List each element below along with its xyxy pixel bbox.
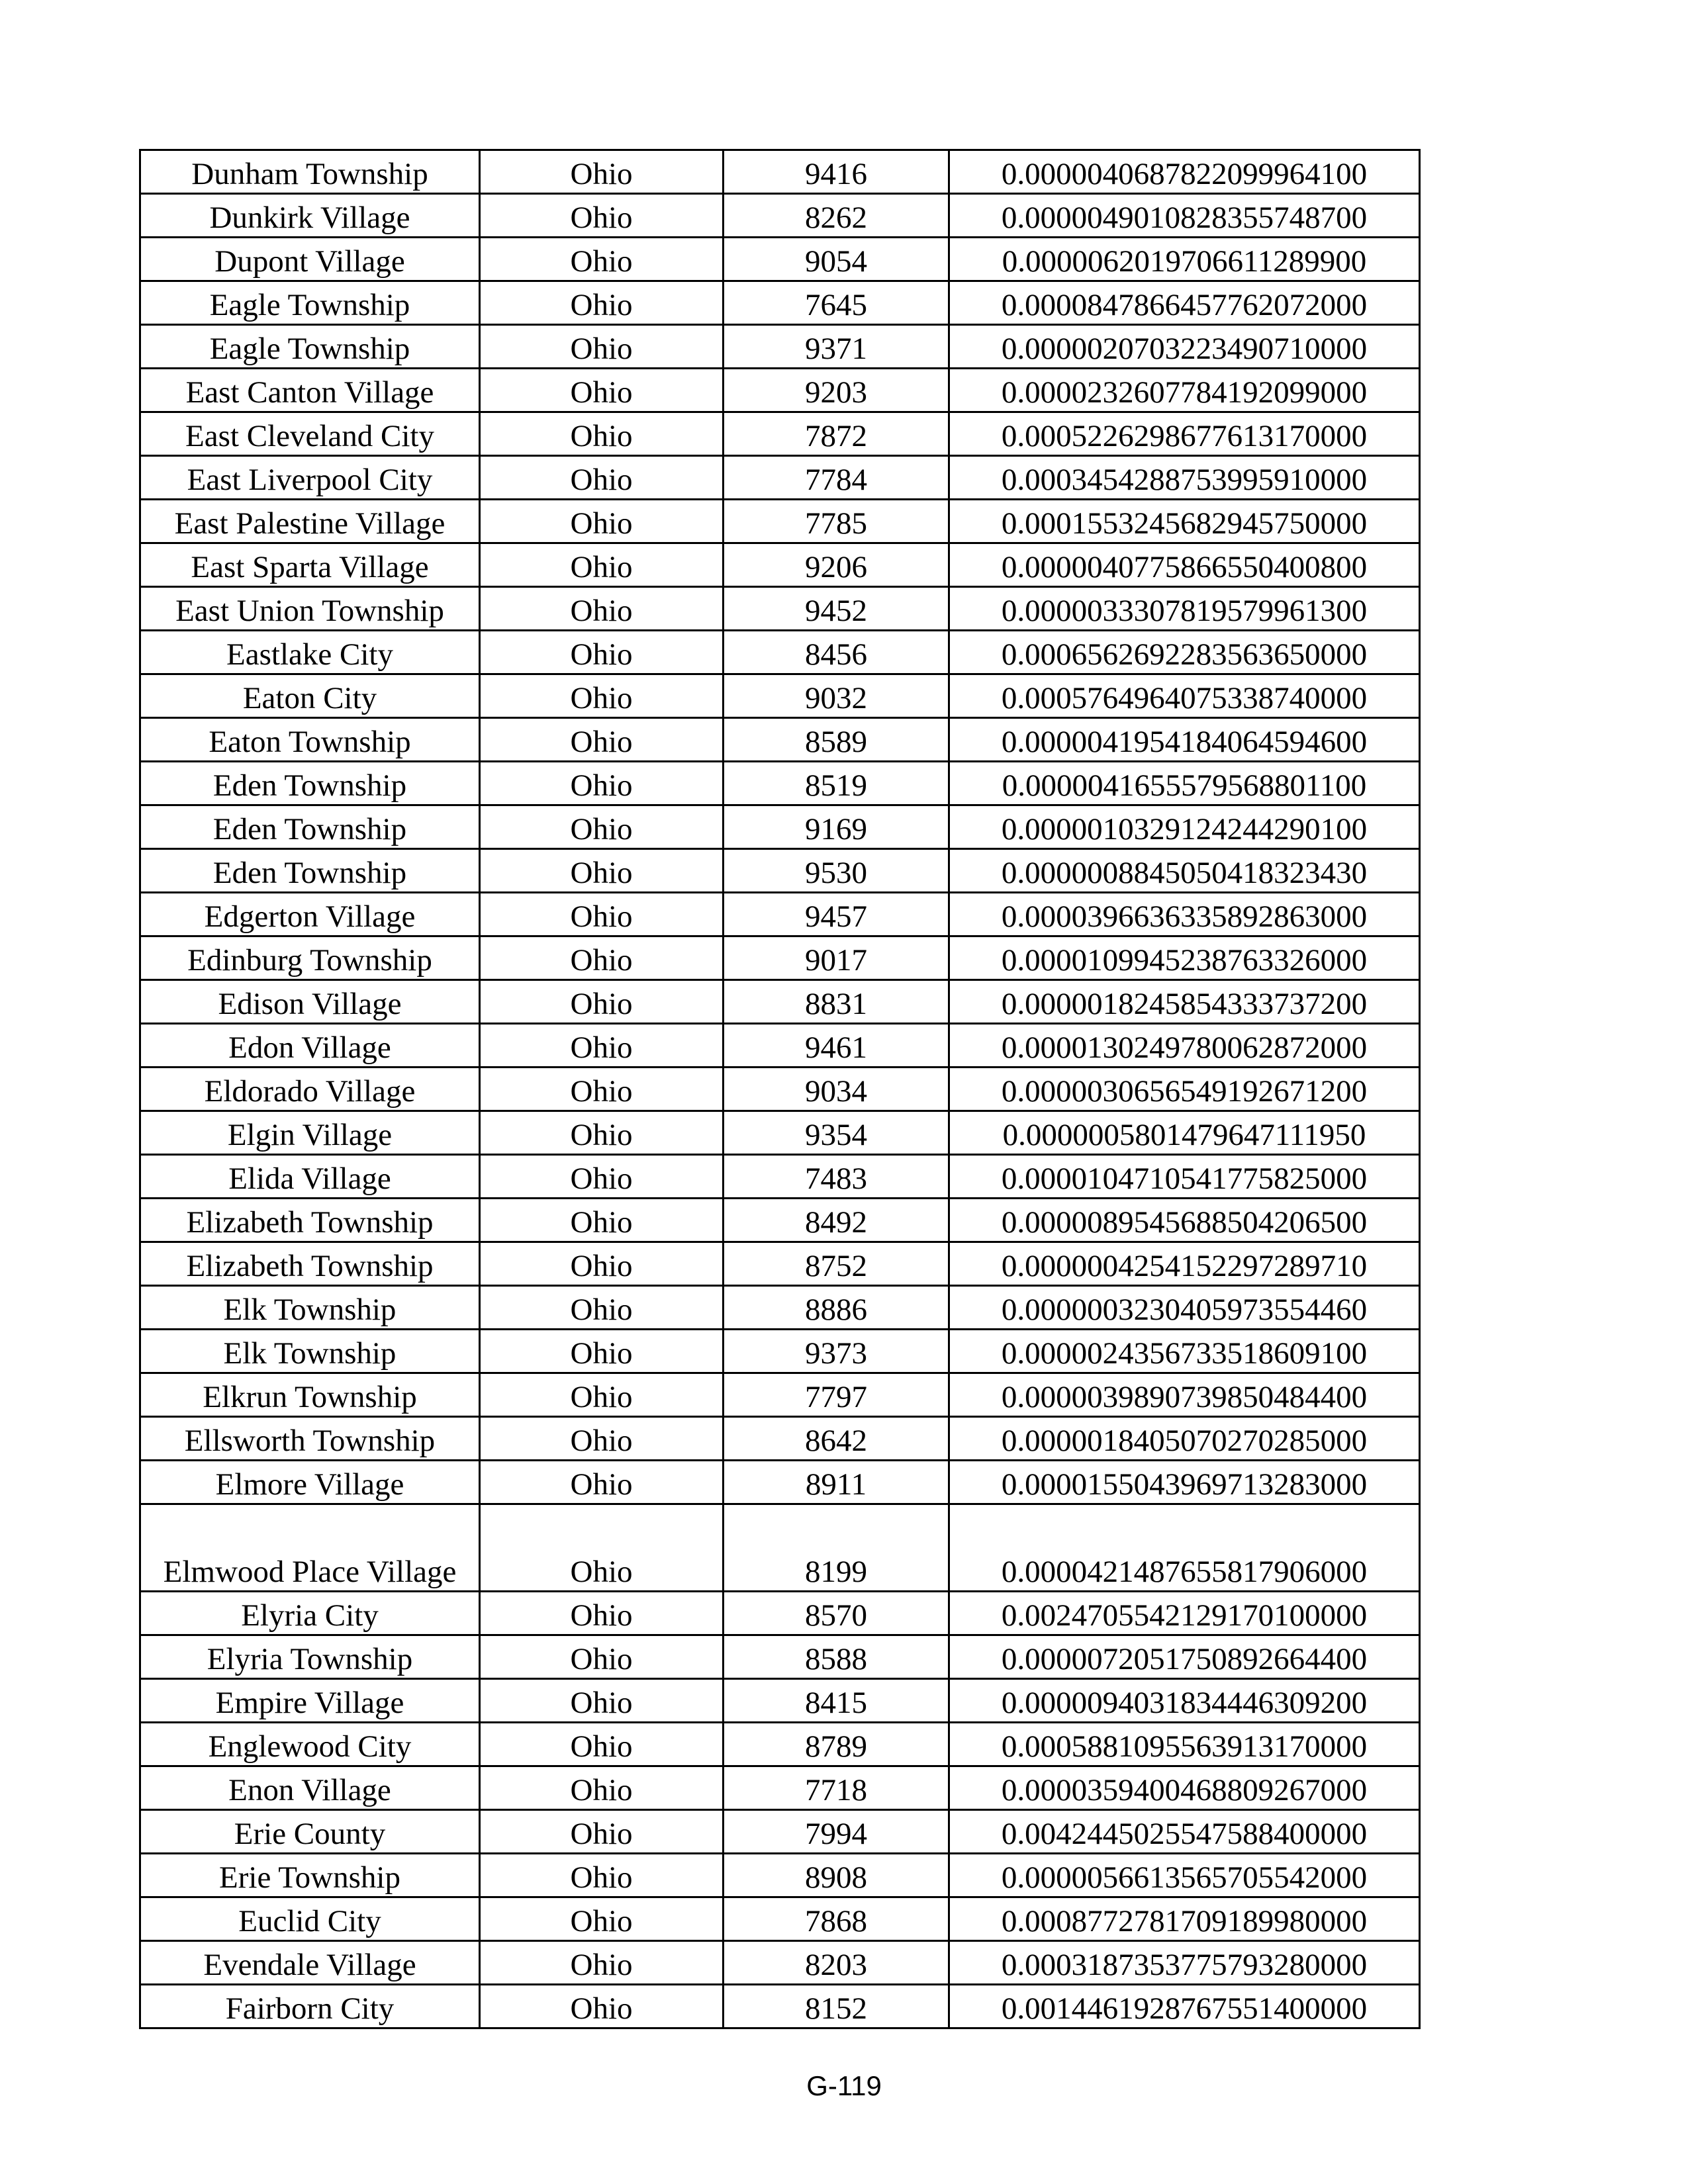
table-row	[140, 893, 1420, 936]
value-cell: 0.0000130249780062872000	[949, 1024, 1420, 1068]
state-cell: Ohio	[480, 1810, 724, 1854]
value-cell: 0.0005764964075338740000	[949, 674, 1420, 718]
id-cell: 8589	[724, 718, 949, 762]
allocation-table	[139, 149, 1421, 2029]
table-row	[140, 1461, 1420, 1504]
state-cell: Ohio	[480, 805, 724, 849]
table-row	[140, 1635, 1420, 1679]
municipality-cell: Eden Township	[140, 805, 480, 849]
municipality-cell: Elmwood Place Village	[140, 1504, 480, 1592]
municipality-cell: Edgerton Village	[140, 893, 480, 936]
municipality-cell: Elizabeth Township	[140, 1242, 480, 1286]
table-row	[140, 1854, 1420, 1897]
value-cell: 0.0000018405070270285000	[949, 1417, 1420, 1461]
table-row	[140, 718, 1420, 762]
value-cell: 0.0000396636335892863000	[949, 893, 1420, 936]
id-cell: 8519	[724, 762, 949, 805]
table-row	[140, 762, 1420, 805]
state-cell: Ohio	[480, 1155, 724, 1199]
table-row	[140, 936, 1420, 980]
value-cell: 0.0000030656549192671200	[949, 1068, 1420, 1111]
state-cell: Ohio	[480, 1941, 724, 1985]
value-cell: 0.0000104710541775825000	[949, 1155, 1420, 1199]
municipality-cell: East Palestine Village	[140, 500, 480, 543]
state-cell: Ohio	[480, 1330, 724, 1373]
state-cell: Ohio	[480, 1199, 724, 1242]
state-cell: Ohio	[480, 1504, 724, 1592]
municipality-cell: Elyria City	[140, 1592, 480, 1635]
value-cell: 0.0000359400468809267000	[949, 1766, 1420, 1810]
state-cell: Ohio	[480, 1766, 724, 1810]
id-cell: 7483	[724, 1155, 949, 1199]
municipality-cell: Dupont Village	[140, 238, 480, 281]
table-row	[140, 587, 1420, 631]
value-cell: 0.0000005801479647111950	[949, 1111, 1420, 1155]
municipality-cell: Elkrun Township	[140, 1373, 480, 1417]
municipality-cell: Dunkirk Village	[140, 194, 480, 238]
municipality-cell: Elmore Village	[140, 1461, 480, 1504]
state-cell: Ohio	[480, 587, 724, 631]
id-cell: 8908	[724, 1854, 949, 1897]
value-cell: 0.0014461928767551400000	[949, 1985, 1420, 2028]
value-cell: 0.0000039890739850484400	[949, 1373, 1420, 1417]
municipality-cell: Erie Township	[140, 1854, 480, 1897]
municipality-cell: Edison Village	[140, 980, 480, 1024]
municipality-cell: Elk Township	[140, 1330, 480, 1373]
id-cell: 8752	[724, 1242, 949, 1286]
table-row	[140, 1155, 1420, 1199]
id-cell: 7994	[724, 1810, 949, 1854]
value-cell: 0.0000040775866550400800	[949, 543, 1420, 587]
state-cell: Ohio	[480, 1373, 724, 1417]
table-row	[140, 1417, 1420, 1461]
value-cell: 0.0000018245854333737200	[949, 980, 1420, 1024]
municipality-cell: East Sparta Village	[140, 543, 480, 587]
id-cell: 7872	[724, 412, 949, 456]
municipality-cell: Eagle Township	[140, 325, 480, 369]
table-row	[140, 1504, 1420, 1592]
table-row	[140, 1766, 1420, 1810]
id-cell: 9017	[724, 936, 949, 980]
state-cell: Ohio	[480, 718, 724, 762]
id-cell: 8588	[724, 1635, 949, 1679]
value-cell: 0.0000033307819579961300	[949, 587, 1420, 631]
table-row	[140, 1286, 1420, 1330]
municipality-cell: Edon Village	[140, 1024, 480, 1068]
id-cell: 9530	[724, 849, 949, 893]
state-cell: Ohio	[480, 150, 724, 194]
table-row	[140, 849, 1420, 893]
id-cell: 8789	[724, 1723, 949, 1766]
value-cell: 0.0000024356733518609100	[949, 1330, 1420, 1373]
value-cell: 0.0000049010828355748700	[949, 194, 1420, 238]
state-cell: Ohio	[480, 1111, 724, 1155]
id-cell: 8262	[724, 194, 949, 238]
state-cell: Ohio	[480, 849, 724, 893]
table-row	[140, 631, 1420, 674]
id-cell: 9032	[724, 674, 949, 718]
id-cell: 8492	[724, 1199, 949, 1242]
municipality-cell: Erie County	[140, 1810, 480, 1854]
id-cell: 9169	[724, 805, 949, 849]
municipality-cell: Ellsworth Township	[140, 1417, 480, 1461]
id-cell: 8831	[724, 980, 949, 1024]
state-cell: Ohio	[480, 1024, 724, 1068]
table-row	[140, 1897, 1420, 1941]
value-cell: 0.0000004254152297289710	[949, 1242, 1420, 1286]
id-cell: 8911	[724, 1461, 949, 1504]
value-cell: 0.0005881095563913170000	[949, 1723, 1420, 1766]
value-cell: 0.0001553245682945750000	[949, 500, 1420, 543]
municipality-cell: Empire Village	[140, 1679, 480, 1723]
table-row	[140, 281, 1420, 325]
state-cell: Ohio	[480, 194, 724, 238]
municipality-cell: East Union Township	[140, 587, 480, 631]
value-cell: 0.0000155043969713283000	[949, 1461, 1420, 1504]
id-cell: 8203	[724, 1941, 949, 1985]
id-cell: 8415	[724, 1679, 949, 1723]
table-row	[140, 1941, 1420, 1985]
state-cell: Ohio	[480, 1679, 724, 1723]
municipality-cell: Eaton City	[140, 674, 480, 718]
id-cell: 9416	[724, 150, 949, 194]
municipality-cell: Eaton Township	[140, 718, 480, 762]
municipality-cell: Englewood City	[140, 1723, 480, 1766]
municipality-cell: East Cleveland City	[140, 412, 480, 456]
state-cell: Ohio	[480, 674, 724, 718]
value-cell: 0.0003454288753995910000	[949, 456, 1420, 500]
state-cell: Ohio	[480, 1286, 724, 1330]
municipality-cell: East Liverpool City	[140, 456, 480, 500]
table-row	[140, 1242, 1420, 1286]
value-cell: 0.0000041954184064594600	[949, 718, 1420, 762]
municipality-cell: Fairborn City	[140, 1985, 480, 2028]
table-row	[140, 150, 1420, 194]
value-cell: 0.0000062019706611289900	[949, 238, 1420, 281]
municipality-cell: Eden Township	[140, 762, 480, 805]
value-cell: 0.0024705542129170100000	[949, 1592, 1420, 1635]
id-cell: 8642	[724, 1417, 949, 1461]
value-cell: 0.0000847866457762072000	[949, 281, 1420, 325]
table-row	[140, 1373, 1420, 1417]
value-cell: 0.0000056613565705542000	[949, 1854, 1420, 1897]
state-cell: Ohio	[480, 936, 724, 980]
municipality-cell: Enon Village	[140, 1766, 480, 1810]
municipality-cell: Evendale Village	[140, 1941, 480, 1985]
value-cell: 0.0000089545688504206500	[949, 1199, 1420, 1242]
id-cell: 9461	[724, 1024, 949, 1068]
municipality-cell: Elida Village	[140, 1155, 480, 1199]
value-cell: 0.0000041655579568801100	[949, 762, 1420, 805]
municipality-cell: Elk Township	[140, 1286, 480, 1330]
table-row	[140, 456, 1420, 500]
id-cell: 8456	[724, 631, 949, 674]
state-cell: Ohio	[480, 1417, 724, 1461]
municipality-cell: Elyria Township	[140, 1635, 480, 1679]
value-cell: 0.0000094031834446309200	[949, 1679, 1420, 1723]
table-row	[140, 543, 1420, 587]
id-cell: 7785	[724, 500, 949, 543]
id-cell: 9034	[724, 1068, 949, 1111]
municipality-cell: Eastlake City	[140, 631, 480, 674]
value-cell: 0.0000020703223490710000	[949, 325, 1420, 369]
table-row	[140, 1330, 1420, 1373]
page-number: G-119	[806, 2070, 882, 2101]
id-cell: 8886	[724, 1286, 949, 1330]
id-cell: 8570	[724, 1592, 949, 1635]
table-row	[140, 412, 1420, 456]
table-row	[140, 1679, 1420, 1723]
value-cell: 0.0042445025547588400000	[949, 1810, 1420, 1854]
id-cell: 7868	[724, 1897, 949, 1941]
table-row	[140, 194, 1420, 238]
table-row	[140, 1111, 1420, 1155]
state-cell: Ohio	[480, 500, 724, 543]
value-cell: 0.0000010329124244290100	[949, 805, 1420, 849]
state-cell: Ohio	[480, 412, 724, 456]
state-cell: Ohio	[480, 893, 724, 936]
table-row	[140, 500, 1420, 543]
municipality-cell: Euclid City	[140, 1897, 480, 1941]
state-cell: Ohio	[480, 325, 724, 369]
value-cell: 0.0008772781709189980000	[949, 1897, 1420, 1941]
state-cell: Ohio	[480, 369, 724, 412]
id-cell: 7784	[724, 456, 949, 500]
table-row	[140, 1592, 1420, 1635]
table-row	[140, 325, 1420, 369]
state-cell: Ohio	[480, 456, 724, 500]
table-body	[140, 150, 1420, 2028]
table-row	[140, 980, 1420, 1024]
id-cell: 8199	[724, 1504, 949, 1592]
state-cell: Ohio	[480, 631, 724, 674]
state-cell: Ohio	[480, 1635, 724, 1679]
id-cell: 8152	[724, 1985, 949, 2028]
id-cell: 9371	[724, 325, 949, 369]
municipality-cell: East Canton Village	[140, 369, 480, 412]
state-cell: Ohio	[480, 762, 724, 805]
id-cell: 9354	[724, 1111, 949, 1155]
table-row	[140, 369, 1420, 412]
value-cell: 0.0000008845050418323430	[949, 849, 1420, 893]
value-cell: 0.0003187353775793280000	[949, 1941, 1420, 1985]
table-row	[140, 1810, 1420, 1854]
municipality-cell: Elizabeth Township	[140, 1199, 480, 1242]
value-cell: 0.0005226298677613170000	[949, 412, 1420, 456]
state-cell: Ohio	[480, 1592, 724, 1635]
value-cell: 0.0000040687822099964100	[949, 150, 1420, 194]
municipality-cell: Elgin Village	[140, 1111, 480, 1155]
id-cell: 7645	[724, 281, 949, 325]
municipality-cell: Eldorado Village	[140, 1068, 480, 1111]
municipality-cell: Dunham Township	[140, 150, 480, 194]
state-cell: Ohio	[480, 1068, 724, 1111]
table-row	[140, 674, 1420, 718]
value-cell: 0.0000072051750892664400	[949, 1635, 1420, 1679]
id-cell: 9054	[724, 238, 949, 281]
municipality-cell: Eden Township	[140, 849, 480, 893]
table-row	[140, 1024, 1420, 1068]
value-cell: 0.0000232607784192099000	[949, 369, 1420, 412]
state-cell: Ohio	[480, 238, 724, 281]
value-cell: 0.0000421487655817906000	[949, 1504, 1420, 1592]
id-cell: 7797	[724, 1373, 949, 1417]
id-cell: 9457	[724, 893, 949, 936]
state-cell: Ohio	[480, 1461, 724, 1504]
state-cell: Ohio	[480, 1723, 724, 1766]
value-cell: 0.0006562692283563650000	[949, 631, 1420, 674]
state-cell: Ohio	[480, 1242, 724, 1286]
municipality-cell: Eagle Township	[140, 281, 480, 325]
id-cell: 7718	[724, 1766, 949, 1810]
id-cell: 9373	[724, 1330, 949, 1373]
table-row	[140, 1199, 1420, 1242]
state-cell: Ohio	[480, 281, 724, 325]
id-cell: 9452	[724, 587, 949, 631]
id-cell: 9206	[724, 543, 949, 587]
table-row	[140, 805, 1420, 849]
state-cell: Ohio	[480, 1897, 724, 1941]
table-row	[140, 238, 1420, 281]
municipality-cell: Edinburg Township	[140, 936, 480, 980]
state-cell: Ohio	[480, 543, 724, 587]
id-cell: 9203	[724, 369, 949, 412]
table-row	[140, 1068, 1420, 1111]
state-cell: Ohio	[480, 1985, 724, 2028]
state-cell: Ohio	[480, 1854, 724, 1897]
value-cell: 0.0000003230405973554460	[949, 1286, 1420, 1330]
table-row	[140, 1723, 1420, 1766]
table-row	[140, 1985, 1420, 2028]
value-cell: 0.0000109945238763326000	[949, 936, 1420, 980]
state-cell: Ohio	[480, 980, 724, 1024]
